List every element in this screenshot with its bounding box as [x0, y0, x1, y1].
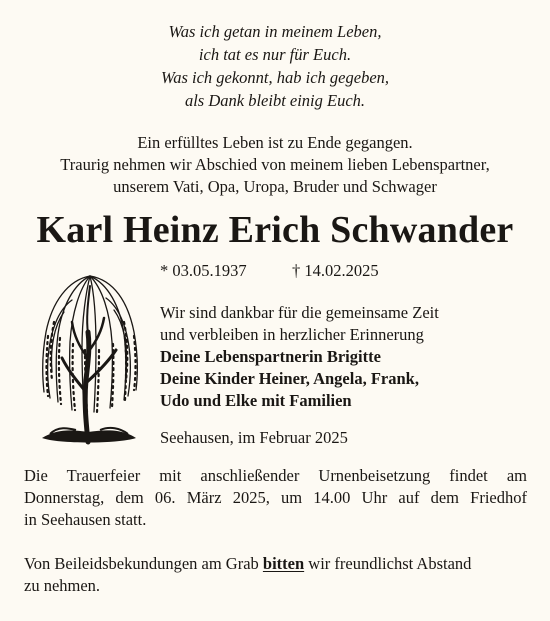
weeping-willow-icon	[28, 262, 148, 447]
deceased-name: Karl Heinz Erich Schwander	[36, 209, 514, 251]
mourner-name-line: Udo und Elke mit Familien	[160, 391, 352, 410]
ceremony-line: in Seehausen statt.	[24, 510, 147, 529]
life-dates	[160, 261, 379, 281]
intro-line: Ein erfülltes Leben ist zu Ende gegangen.	[137, 133, 413, 152]
condolence-text-after: wir freundlichst Abstand	[304, 554, 472, 573]
mourner-name-line: Deine Kinder Heiner, Angela, Frank,	[160, 369, 419, 388]
birth-date: * 03.05.1937	[160, 261, 247, 280]
death-date: † 14.02.2025	[292, 261, 379, 280]
poem-line: Was ich getan in meinem Leben,	[168, 22, 382, 41]
place-and-date: Seehausen, im Februar 2025	[160, 428, 348, 447]
memorial-poem	[0, 20, 550, 112]
condolence-line-2: zu nehmen.	[24, 576, 101, 595]
condolence-text-before: Von Beileidsbekundungen am Grab	[24, 554, 263, 573]
intro-line: Traurig nehmen wir Abschied von meinem lieben Lebenspartner,	[60, 155, 490, 174]
ceremony-line: Donnerstag, dem 06. März 2025, um 14.00 Uhr auf dem Friedhof	[24, 488, 527, 507]
poem-line: Was ich gekonnt, hab ich gegeben,	[160, 68, 390, 87]
mourner-name-line: Deine Lebenspartnerin Brigitte	[160, 347, 381, 366]
condolence-request	[24, 553, 527, 597]
intro-line: unserem Vati, Opa, Uropa, Bruder und Schwager	[113, 177, 437, 196]
mourners-block	[160, 302, 439, 412]
gratitude-line: und verbleiben in herzlicher Erinnerung	[160, 325, 424, 344]
poem-line: ich tat es nur für Euch.	[198, 45, 352, 64]
funeral-ceremony-info	[24, 465, 527, 531]
ceremony-line: Die Trauerfeier mit anschließender Urnenbeisetzung findet am	[24, 466, 527, 485]
intro-text	[0, 132, 550, 198]
gratitude-line: Wir sind dankbar für die gemeinsame Zeit	[160, 303, 439, 322]
poem-line: als Dank bleibt einig Euch.	[184, 91, 366, 110]
condolence-line	[24, 553, 527, 575]
condolence-emphasis: bitten	[262, 554, 305, 573]
